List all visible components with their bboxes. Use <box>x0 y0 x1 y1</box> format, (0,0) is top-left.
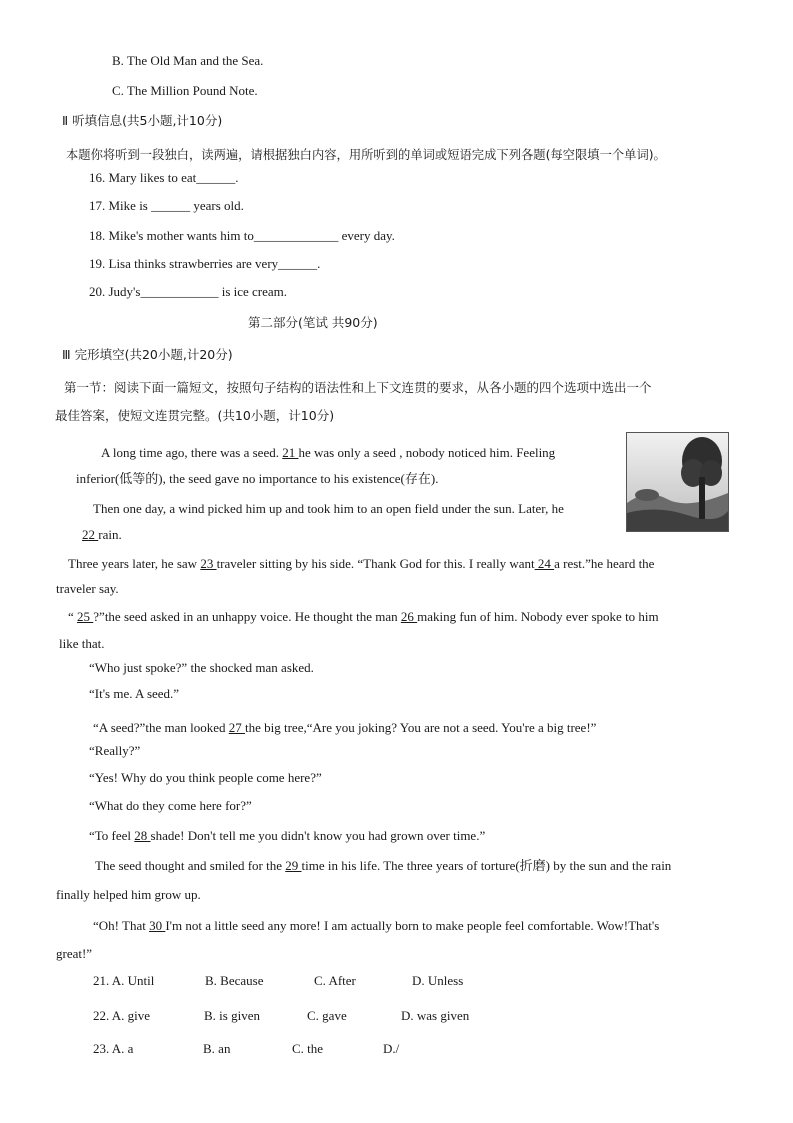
passage-text: “ <box>68 609 78 624</box>
passage-text: making fun of him. Nobody ever spoke to him <box>417 609 659 624</box>
passage-line-2: inferior(低等的), the seed gave no importance to his existence(存在). <box>76 471 439 486</box>
question-19: 19. Lisa thinks strawberries are very______. <box>89 256 321 271</box>
blank-30[interactable]: 30 <box>149 918 166 933</box>
passage-line-9: “Who just spoke?” the shocked man asked. <box>89 660 314 675</box>
passage-line-19: great!” <box>56 946 93 961</box>
passage-text: A long time ago, there was a seed. <box>101 445 279 460</box>
option-b[interactable]: B. is given <box>204 1008 260 1023</box>
passage-line-13: “Yes! Why do you think people come here?” <box>89 770 322 785</box>
passage-line-3: Then one day, a wind picked him up and took him to an open field under the sun. Later, he <box>93 501 564 516</box>
passage-line-8: like that. <box>59 636 105 651</box>
passage-text: ?”the seed asked in an unhappy voice. He thought the man <box>93 609 401 624</box>
option-d[interactable]: D. was given <box>401 1008 470 1023</box>
option-c[interactable]: C. the <box>292 1041 324 1056</box>
option-c[interactable]: C. gave <box>307 1008 347 1023</box>
passage-text: “To feel <box>89 828 135 843</box>
passage-text: shade! Don't tell me you didn't know you had grown over time.” <box>150 828 486 843</box>
passage-text: The seed thought and smiled for the <box>95 858 286 873</box>
passage-text: traveler sitting by his side. “Thank God for this. I really want <box>216 556 535 571</box>
passage-text: Three years later, he saw <box>68 556 201 571</box>
passage-line-4 <box>82 527 122 543</box>
passage-line-10: “It's me. A seed.” <box>89 686 180 701</box>
passage-text: “Oh! That <box>93 918 150 933</box>
passage-line-7 <box>68 609 659 625</box>
section3-instruction-1: 第一节：阅读下面一篇短文，按照句子结构的语法性和上下文连贯的要求，从各小题的四个选项中选出一个 <box>64 380 652 395</box>
option-b[interactable]: B. Because <box>205 973 264 988</box>
passage-line-1 <box>101 445 555 461</box>
section2-instruction: 本题你将听到一段独白，读两遍，请根据独白内容，用所听到的单词或短语完成下列各题(每空限填一个单词)。 <box>66 148 666 162</box>
option-a[interactable]: 21. A. Until <box>93 973 155 988</box>
option-a[interactable]: 22. A. give <box>93 1008 151 1023</box>
passage-text: the big tree,“Are you joking? You are not a seed. You're a big tree!” <box>244 720 597 735</box>
passage-line-6: traveler say. <box>56 581 119 596</box>
blank-27[interactable]: 27 <box>228 720 245 735</box>
option-c[interactable]: C. After <box>314 973 356 988</box>
passage-line-18 <box>93 918 659 934</box>
blank-26[interactable]: 26 <box>400 609 418 624</box>
option-d[interactable]: D./ <box>383 1041 400 1056</box>
tree-photo <box>626 432 729 532</box>
blank-28[interactable]: 28 <box>134 828 151 843</box>
section3-heading: Ⅲ 完形填空(共20小题,计20分) <box>62 347 233 362</box>
blank-29[interactable]: 29 <box>285 858 302 873</box>
blank-21[interactable]: 21 <box>282 445 299 460</box>
blank-24[interactable]: 24 <box>534 556 555 571</box>
blank-25[interactable]: 25 <box>77 609 94 624</box>
section2-heading: Ⅱ 听填信息(共5小题,计10分) <box>62 113 223 128</box>
option-d[interactable]: D. Unless <box>412 973 464 988</box>
passage-line-11 <box>93 720 596 736</box>
passage-line-14: “What do they come here for?” <box>89 798 252 813</box>
part2-title: 第二部分(笔试 共90分) <box>248 315 378 330</box>
option-c-prev: C. The Million Pound Note. <box>112 83 258 98</box>
question-16: 16. Mary likes to eat______. <box>89 170 239 185</box>
passage-text: a rest.”he heard the <box>554 556 655 571</box>
passage-line-5 <box>68 556 654 572</box>
passage-text: rain. <box>98 527 122 542</box>
passage-text: “A seed?”the man looked <box>93 720 229 735</box>
blank-23[interactable]: 23 <box>200 556 217 571</box>
question-18: 18. Mike's mother wants him to_____________ every day. <box>89 228 395 243</box>
tree-icon <box>627 433 728 531</box>
passage-line-15 <box>89 828 485 844</box>
passage-line-12: “Really?” <box>89 743 141 758</box>
blank-22[interactable]: 22 <box>82 527 99 542</box>
question-20: 20. Judy's____________ is ice cream. <box>89 284 288 299</box>
option-b[interactable]: B. an <box>203 1041 231 1056</box>
passage-line-16 <box>95 858 671 874</box>
option-b-prev: B. The Old Man and the Sea. <box>112 53 264 68</box>
section3-instruction-2: 最佳答案，使短文连贯完整。(共10小题，计10分) <box>55 408 335 423</box>
question-17: 17. Mike is ______ years old. <box>89 198 244 213</box>
passage-line-17: finally helped him grow up. <box>56 887 201 902</box>
passage-text: I'm not a little seed any more! I am actually born to make people feel comfortable. Wow!That's <box>165 918 660 933</box>
passage-text: he was only a seed , nobody noticed him. Feeling <box>298 445 556 460</box>
passage-text: time in his life. The three years of torture(折磨) by the sun and the rain <box>301 858 672 873</box>
option-a[interactable]: 23. A. a <box>93 1041 134 1056</box>
